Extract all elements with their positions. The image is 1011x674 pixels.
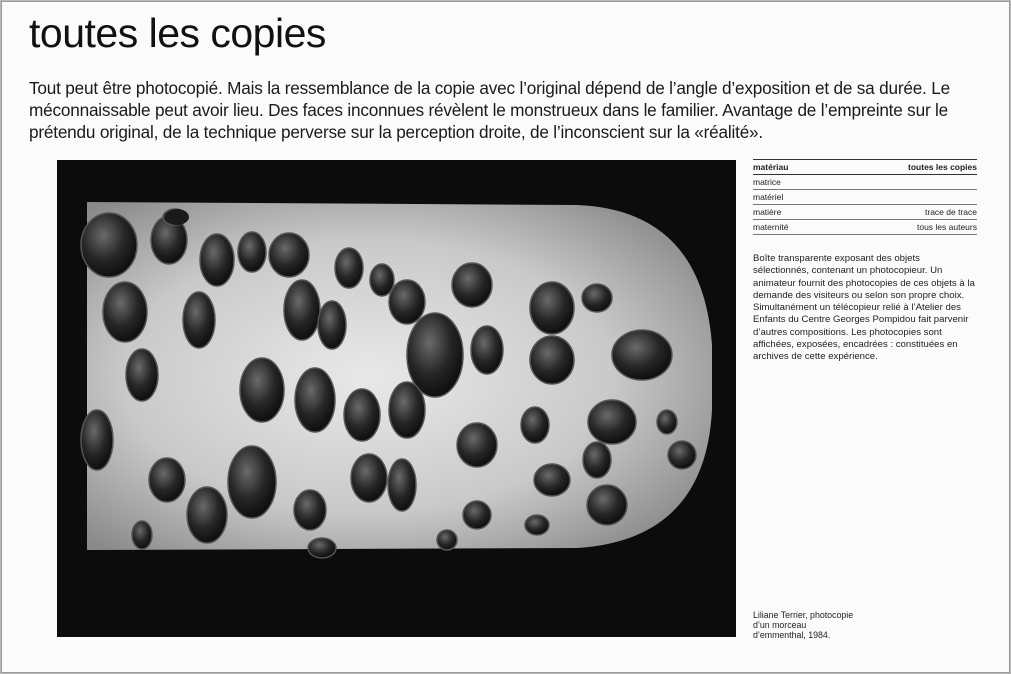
caption-line: d’un morceau xyxy=(753,620,807,630)
table-header-row xyxy=(753,160,977,175)
row-value xyxy=(829,175,977,190)
row-label: matière xyxy=(753,205,829,220)
materials-table xyxy=(753,159,977,235)
table-row xyxy=(753,220,977,235)
description-text: Boîte transparente exposant des objets sélectionnés, contenant un photocopieur. Un animateur fournit des photocopies de ces objets à la demande des visiteurs ou selon son propre choix. Simultanément un télécopieur relié à l’Atelier des Enfants du Centre Georges Pompidou fait parvenir d’autres compositions. Les photocopies sont affichées, exposées, encadrées : constituées en archives de cette expérience. xyxy=(753,253,975,363)
caption-line: d’emmenthal, 1984. xyxy=(753,630,831,640)
row-value: tous les auteurs xyxy=(829,220,977,235)
caption-line: Liliane Terrier, photocopie xyxy=(753,610,854,620)
intro-paragraph: Tout peut être photocopié. Mais la ressemblance de la copie avec l’original dépend de l’angle d’exposition et de sa durée. Le méconnaissable peut avoir lieu. Des faces inconnues révèlent le monstrueux dans le familier. Avantage de l’empreinte sur le prétendu original, de la technique perverse sur la perception droite, de l’inconscient sur la «réalité». xyxy=(29,78,950,142)
page-title: toutes les copies xyxy=(29,10,326,56)
header-right: toutes les copies xyxy=(829,160,977,175)
row-label: maternité xyxy=(753,220,829,235)
table-row xyxy=(753,190,977,205)
table-row xyxy=(753,175,977,190)
row-label: matériel xyxy=(753,190,829,205)
row-value: trace de trace xyxy=(829,205,977,220)
table-row xyxy=(753,205,977,220)
row-value xyxy=(829,190,977,205)
row-label: matrice xyxy=(753,175,829,190)
sidebar-info xyxy=(753,159,977,364)
catalog-page xyxy=(1,1,1010,673)
image-caption xyxy=(753,610,873,640)
photocopy-image xyxy=(57,160,736,637)
header-left: matériau xyxy=(753,160,829,175)
cheese-photocopy-illustration xyxy=(57,160,736,637)
